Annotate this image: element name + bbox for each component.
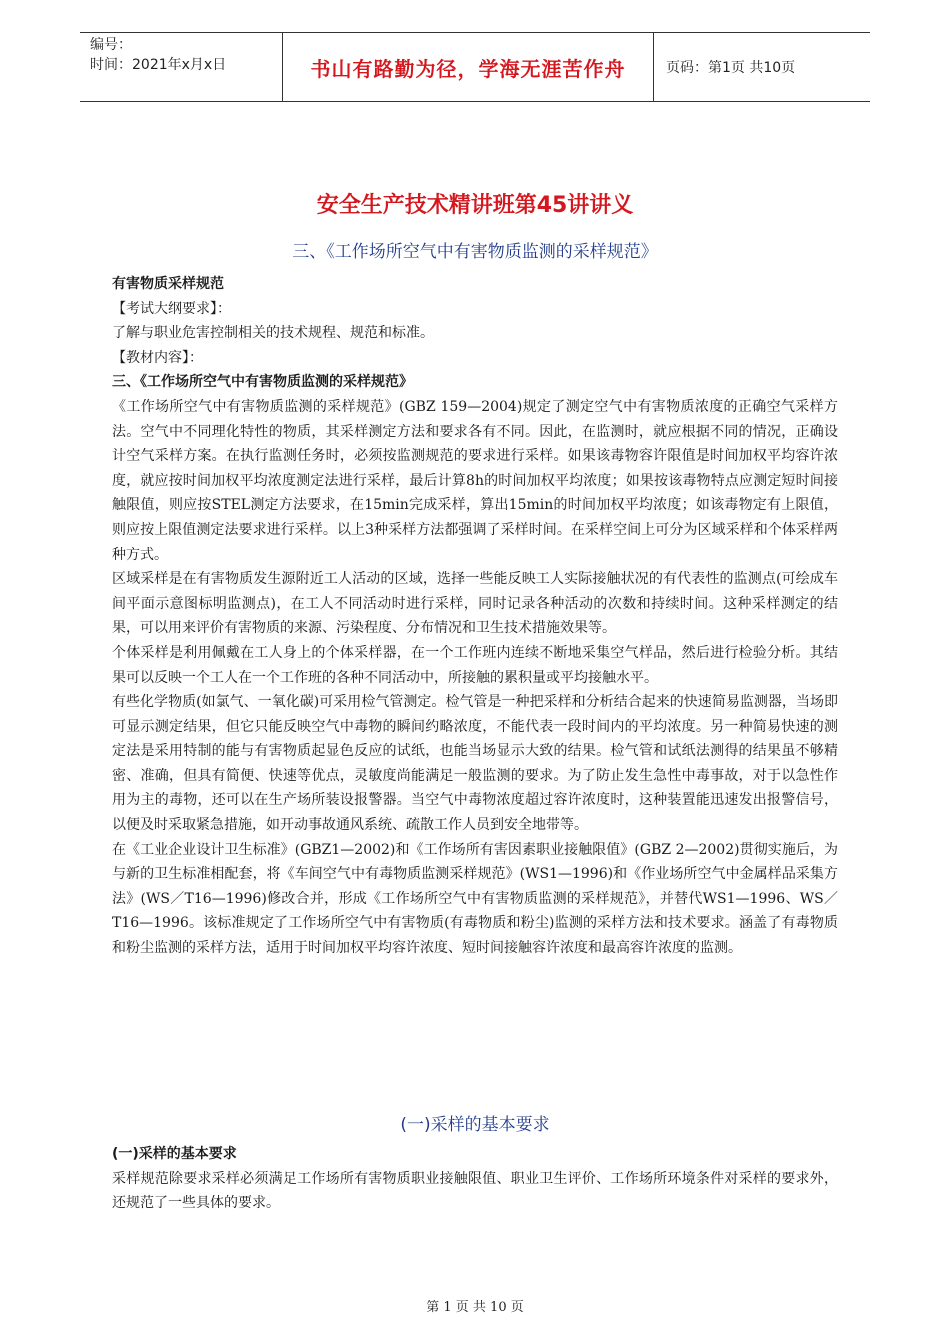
section-content [112, 1142, 838, 1216]
paragraph: 个体采样是利用佩戴在工人身上的个体采样器，在一个工作班内连续不断地采集空气样品，然后进行检验分析。其结果可以反映一个工人在一个工作班的各种不同活动中，所接触的累积量或平均接触水平。 [112, 644, 838, 686]
exam-requirement-text: 了解与职业危害控制相关的技术规程、规范和标准。 [112, 325, 434, 342]
paragraph: 有些化学物质(如氯气、一氧化碳)可采用检气管测定。检气管是一种把采样和分析结合起来的快速简易监测器，当场即可显示测定结果，但它只能反映空气中毒物的瞬间约略浓度，不能代表一段时间内的平均浓度。另一种简易快速的测定法是采用特制的能与有害物质起显色反应的试纸，也能当场显示大致的结果。检气管和试纸法测得的结果虽不够精密、准确，但具有简便、快速等优点，灵敏度尚能满足一般监测的要求。为了防止发生急性中毒事故，对于以急性作用为主的毒物，还可以在生产场所装设报警器。当空气中毒物浓度超过容许浓度时，这种装置能迅速发出报警信号，以便及时采取紧急措施，如开动事故通风系统、疏散工作人员到安全地带等。 [112, 694, 838, 834]
header-motto: 书山有路勤为径，学海无涯苦作舟 [282, 33, 654, 101]
header-meta [80, 33, 282, 101]
section-title: (一)采样的基本要求 [400, 1115, 550, 1135]
exam-requirement-label: 【考试大纲要求】： [112, 300, 231, 317]
paragraph: 采样规范除要求采样必须满足工作场所有害物质职业接触限值、职业卫生评价、工作场所环境条件对采样的要求外，还规范了一些具体的要求。 [112, 1170, 838, 1212]
heading-sampling-standard: 有害物质采样规范 [112, 276, 224, 292]
main-content [112, 272, 838, 961]
header-page-info: 页码：第1页 共10页 [666, 60, 796, 76]
document-title: 安全生产技术精讲班第45讲讲义 [316, 193, 634, 218]
paragraph: 在《工业企业设计卫生标准》(GBZ1—2002)和《工作场所有害因素职业接触限值》(GBZ 2—2002)贯彻实施后，为与新的卫生标准相配套，将《车间空气中有毒物质监测采样规范》(WS1—1996)和《作业场所空气中金属样品采集方法》(WS／T16—1996)修改合并，形成《工作场所空气中有害物质监测的采样规范》，并替代WS1—1996、WS／T16—1996。该标准规定了工作场所空气中有害物质(有毒物质和粉尘)监测的采样方法和技术要求。涵盖了有毒物质和粉尘监测的采样方法，适用于时间加权平均容许浓度、短时间接触容许浓度和最高容许浓度的监测。 [112, 841, 838, 957]
section-heading: (一)采样的基本要求 [112, 1146, 237, 1162]
date-label: 时间：2021年x月x日 [90, 57, 227, 73]
heading-section-three: 三、《工作场所空气中有害物质监测的采样规范》 [112, 374, 413, 391]
document-subtitle: 三、《工作场所空气中有害物质监测的采样规范》 [292, 242, 658, 262]
page-header [80, 32, 870, 102]
paragraph: 《工作场所空气中有害物质监测的采样规范》(GBZ 159—2004)规定了测定空气中有害物质浓度的正确空气采样方法。空气中不同理化特性的物质，其采样测定方法和要求各有不同。因此，在监测时，就应根据不同的情况，正确设计空气采样方案。在执行监测任务时，必须按监测规范的要求进行采样。如果该毒物容许限值是时间加权平均容许浓度，就应按时间加权平均浓度测定法进行采样，最后计算8h的时间加权平均浓度；如果按该毒物特点应测定短时间接触限值，则应按STEL测定方法要求，在15min完成采样，算出15min的时间加权平均浓度；如该毒物定有上限值，则应按上限值测定法要求进行采样。以上3种采样方法都强调了采样时间。在采样空间上可分为区域采样和个体采样两种方式。 [112, 398, 838, 563]
number-label: 编号： [90, 37, 132, 53]
material-label: 【教材内容】： [112, 349, 203, 366]
page-footer: 第 1 页 共 10 页 [426, 1300, 524, 1315]
paragraph: 区域采样是在有害物质发生源附近工人活动的区域，选择一些能反映工人实际接触状况的有代表性的监测点(可绘成车间平面示意图标明监测点)，在工人不同活动时进行采样，同时记录各种活动的次数和持续时间。这种采样测定的结果，可以用来评价有害物质的来源、污染程度、分布情况和卫生技术措施效果等。 [112, 571, 838, 637]
